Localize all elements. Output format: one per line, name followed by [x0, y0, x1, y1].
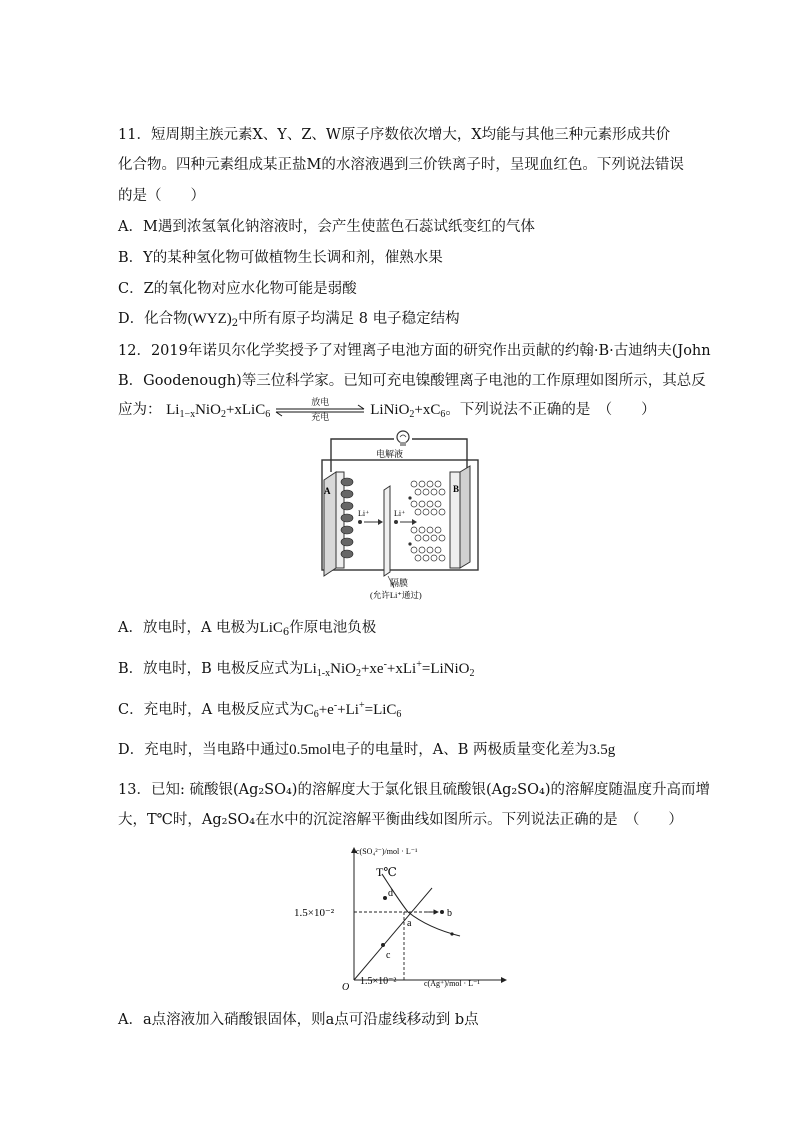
q12-stem-line1: 12．2019年诺贝尔化学奖授予了对锂离子电池方面的研究作出贡献的约翰·B·古迪纳夫(John [118, 343, 711, 359]
y-axis-label: c(SO₄²⁻)/mol · L⁻¹ [356, 847, 418, 856]
q12-option-d: D．充电时，当电路中通过0.5mol电子的电量时，A、B 两极质量变化差为3.5g [118, 742, 616, 758]
q12-option-c-formula: $C_6+e^-+Li^+=LiC_6$ [303, 700, 402, 720]
q12-option-a-formula: LiC [259, 620, 283, 636]
q12-equation-prefix: 应为： [118, 402, 162, 418]
q11-option-d-text: D．化合物 [118, 311, 188, 327]
x-tick-label: 1.5×10⁻² [360, 976, 397, 987]
q13-stem-line1: 13．已知: 硫酸银(Ag₂SO₄)的溶解度大于氯化银且硫酸银(Ag₂SO₄)的溶解度随温度升高而增 [118, 782, 710, 798]
point-d-label: d [388, 888, 393, 899]
nickelate-lattice [411, 481, 445, 561]
reference-line [354, 888, 432, 980]
electrolyte-label: 电解液 [376, 449, 404, 459]
q12-equation-left: $Li_{1-x}NiO_2+xLiC_6$ [166, 402, 271, 420]
point-b-label: b [447, 908, 452, 919]
q11-stem-line1: 11．短周期主族元素X、Y、Z、W原子序数依次增大，X均能与其他三种元素形成共价 [118, 127, 671, 143]
electrode-a-label: A [324, 486, 331, 496]
q12-option-b-formula: $Li_{1-x}NiO_2+xe^-+xLi^+=LiNiO_2$ [303, 659, 475, 679]
electrode-b [450, 466, 470, 568]
q11-option-d-sub: 2 [231, 318, 239, 329]
q12-equation-right: $LiNiO_2+xC_6$ [370, 402, 446, 420]
solubility-curve-graph [292, 840, 512, 992]
q12-option-b: B．放电时，B 电极反应式为$Li_{1-x}NiO_2+xe^-+xLi^+=LiNiO_2$ [118, 659, 475, 679]
q12-equation-line [118, 397, 656, 423]
separator-membrane [384, 486, 390, 576]
li-ion-label-right: Li⁺ [394, 509, 406, 518]
y-tick-label: 1.5×10⁻² [294, 907, 335, 919]
q12-stem-line2: B．Goodenough)等三位科学家。已知可充电镍酸锂离子电池的工作原理如图所示，其总反 [118, 373, 706, 389]
li-ion-right [394, 519, 417, 525]
q11-option-c: C．Z的氧化物对应水化物可能是弱酸 [118, 281, 357, 297]
point-c-label: c [386, 950, 391, 961]
q12-option-a: A．放电时，A 电极为LiC$_6$作原电池负极 [118, 620, 377, 638]
q11-stem-line2: 化合物。四种元素组成某正盐M的水溶液遇到三价铁离子时，呈现血红色。下列说法错误 [118, 157, 684, 173]
q11-stem-line3: 的是（ ） [118, 188, 205, 204]
x-axis-label: c(Ag⁺)/mol · L⁻¹ [424, 979, 480, 988]
membrane-note: (允许Li⁺通过) [370, 590, 422, 600]
q13-stem-line2: 大，T℃时，Ag₂SO₄在水中的沉淀溶解平衡曲线如图所示。下列说法正确的是 （ ） [118, 812, 683, 828]
q11-option-d-formula: (WYZ) [187, 311, 232, 327]
q11-option-a: A．M遇到浓氢氧化钠溶液时，会产生使蓝色石蕊试纸变红的气体 [118, 219, 535, 235]
arrow-label-discharge: 放电 [311, 398, 330, 408]
q12-option-d-amount: 0.5mol [289, 742, 332, 758]
q12-equation-suffix: 。下列说法不正确的是 （ ） [445, 402, 656, 418]
q12-option-c: C．充电时，A 电极反应式为$C_6+e^-+Li^+=LiC_6$ [118, 700, 402, 720]
q12-equilibrium-arrow [274, 398, 366, 423]
q11-option-b: B．Y的某种氢化物可做植物生长调和剂，催熟水果 [118, 250, 443, 266]
bulb-icon [397, 431, 409, 446]
membrane-label: 隔膜 [390, 578, 409, 588]
arrow-label-charge: 充电 [311, 413, 330, 423]
q13-option-a: A．a点溶液加入硝酸银固体，则a点可沿虚线移动到 b点 [118, 1012, 479, 1028]
origin-label: O [342, 982, 350, 992]
electrode-b-label: B [453, 484, 460, 494]
point-a-label: a [407, 918, 412, 929]
li-ion-label-left: Li⁺ [358, 509, 370, 518]
equilibrium-curve [382, 874, 460, 936]
point-d [383, 896, 387, 900]
point-c [381, 943, 385, 947]
li-ion-left [358, 519, 383, 525]
point-b [440, 910, 444, 914]
q11-option-d-text2: 中所有原子均满足 8 电子稳定结构 [238, 311, 460, 327]
temperature-label: T℃ [376, 865, 397, 879]
q12-option-d-value: 3.5g [588, 742, 616, 758]
q11-option-d [118, 309, 460, 329]
battery-diagram [314, 430, 486, 602]
